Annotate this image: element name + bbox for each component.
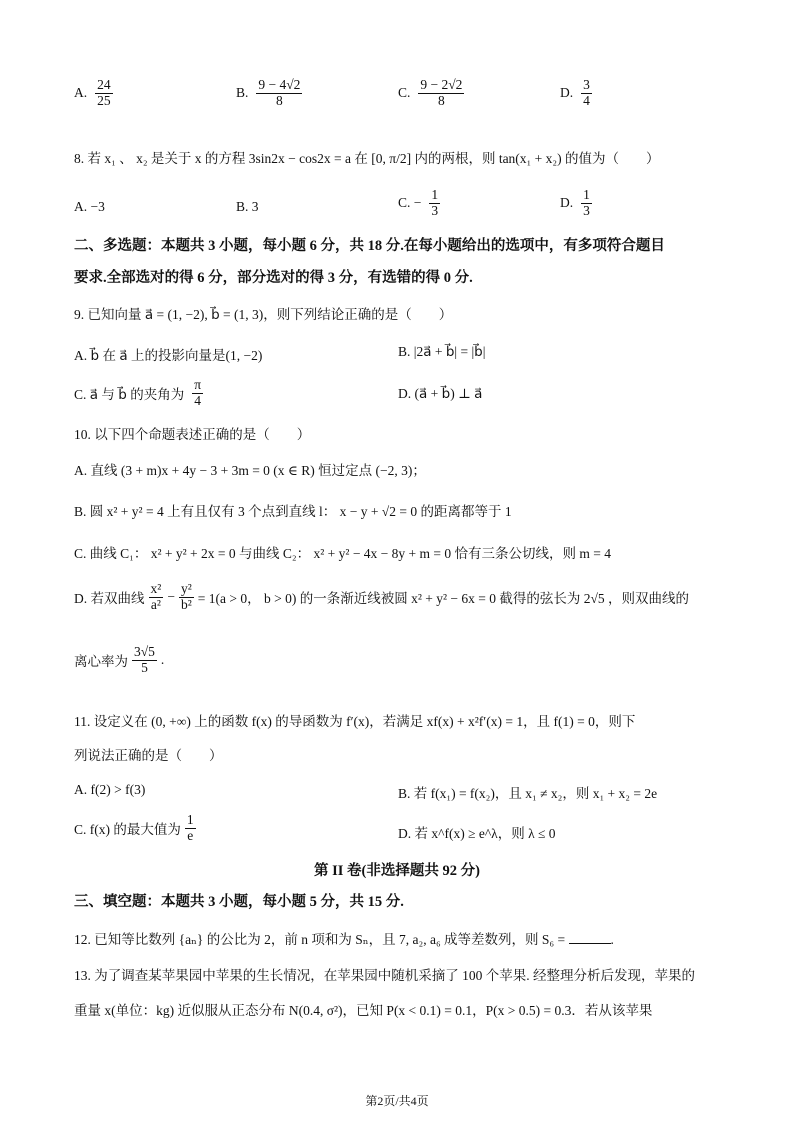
q13-line2: 重量 x(单位：kg) 近似服从正态分布 N(0.4, σ²)，已知 P(x < 0.1) = 0.1，P(x > 0.5) = 0.3．若从该苹果	[74, 1003, 653, 1018]
q12: 12. 已知等比数列 {aₙ} 的公比为 2，前 n 项和为 Sₙ，且 7, a₂, a₆ 成等差数列，则 S₆ = .	[74, 932, 614, 947]
q10-option-a: A. 直线 (3 + m)x + 4y − 3 + 3m = 0 (x ∈ R) 恒过定点 (−2, 3)；	[74, 463, 426, 478]
fraction: $\frac{\pi}{4}$	[194, 377, 202, 408]
q11-option-b: B. 若 f(x₁) = f(x₂)，且 x₁ ≠ x₂，则 x₁ + x₂ = 2e	[398, 786, 658, 801]
q9-option-b: B. |2a⃗ + b⃗| = |b⃗|	[398, 344, 486, 359]
q13-line1: 13. 为了调查某苹果园中苹果的生长情况，在苹果园中随机采摘了 100 个苹果. 经整理分析后发现，苹果的	[74, 968, 695, 983]
q10-stem: 10. 以下四个命题表述正确的是（ ）	[74, 427, 311, 442]
q7-option-a: A. $\frac{24}{25}$	[74, 77, 111, 108]
q10-option-d-cont: 离心率为 $\frac{3√5}{5}$ .	[74, 644, 165, 675]
q7-option-d: D. $\frac{3}{4}$	[560, 77, 590, 108]
fraction: $\frac{3√5}{5}$	[134, 644, 155, 675]
fraction: $\frac{9 - 2√2}{8}$	[420, 77, 463, 108]
q7-option-c: C. $\frac{9 - 2√2}{8}$	[398, 77, 463, 108]
part-title: 第 II 卷(非选择题共 92 分)	[314, 863, 480, 879]
q11-option-d: D. 若 x^f(x) ≥ e^λ，则 λ ≤ 0	[398, 826, 556, 841]
fraction: $\frac{1}{3}$	[583, 187, 590, 218]
fraction: $\frac{1}{3}$	[431, 187, 439, 218]
q8-option-d: D. $\frac{1}{3}$	[560, 187, 590, 218]
section-heading: 三、填空题：本题共 3 小题，每小题 5 分，共 15 分.	[74, 894, 404, 910]
q10-option-c: C. 曲线 C₁： x² + y² + 2x = 0 与曲线 C₂： x² + y² − 4x − 8y + m = 0 恰有三条公切线，则 m = 4	[74, 546, 612, 561]
q9-option-d: D. (a⃗ + b⃗) ⊥ a⃗	[398, 386, 483, 401]
page-number: 第2页/共4页	[365, 1094, 429, 1108]
q11-stem: 11. 设定义在 (0, +∞) 上的函数 f(x) 的导函数为 f′(x)，若满足 xf(x) + x²f′(x) = 1，且 f(1) = 0，则下	[74, 714, 636, 729]
fraction: $\frac{9 - 4√2}{8}$	[258, 77, 301, 108]
q8-stem: 8. 若 x₁ 、 x₂ 是关于 x 的方程 3sin2x − cos2x = a 在 [0, π/2] 内的两根，则 tan(x₁ + x₂) 的值为（ ）	[74, 151, 660, 166]
section-heading: 二、多选题：本题共 3 小题，每小题 6 分，共 18 分.在每小题给出的选项中，有多项符合题目	[74, 238, 665, 254]
fraction: $\frac{\text{y²}}{\text{b²}}$	[180, 581, 192, 612]
q11-stem-cont: 列说法正确的是（ ）	[74, 748, 223, 763]
q8-option-a: A. −3	[74, 199, 105, 214]
q11-option-a: A. f(2) > f(3)	[74, 782, 146, 797]
q11-option-c: C. f(x) 的最大值为 $\frac{1}{e}$	[74, 812, 194, 843]
fraction: $\frac{1}{e}$	[186, 812, 194, 843]
q9-option-a: A. b⃗ 在 a⃗ 上的投影向量是(1, −2)	[74, 348, 263, 363]
fraction: $\frac{3}{4}$	[583, 77, 590, 108]
q10-option-d: D. 若双曲线 $\frac{\text{x²}}{\text{a²}}$ − $\frac{\text{y²}}{\text{b²}}$ = 1(a > 0， b > 0) 的一条渐近线被圆 x² + y² − 6x = 0 截得的弦长为 2√5 ，则双曲线的	[74, 581, 690, 612]
q8-option-c: C. − $\frac{1}{3}$	[398, 187, 439, 218]
section-heading-cont: 要求.全部选对的得 6 分，部分选对的得 3 分，有选错的得 0 分.	[74, 270, 473, 286]
q7-option-b: B. $\frac{9 - 4√2}{8}$	[236, 77, 301, 108]
q9-option-c: C. a⃗ 与 b⃗ 的夹角为 $\frac{\pi}{4}$	[74, 377, 202, 408]
fraction: $\frac{\text{x²}}{\text{a²}}$	[150, 581, 162, 612]
fraction: $\frac{24}{25}$	[97, 77, 111, 108]
q10-option-b: B. 圆 x² + y² = 4 上有且仅有 3 个点到直线 l： x − y + √2 = 0 的距离都等于 1	[74, 504, 512, 519]
q9-stem: 9. 已知向量 a⃗ = (1, −2), b⃗ = (1, 3)，则下列结论正确的是（ ）	[74, 307, 453, 322]
q8-option-b: B. 3	[236, 199, 259, 214]
answer-blank	[569, 931, 611, 944]
